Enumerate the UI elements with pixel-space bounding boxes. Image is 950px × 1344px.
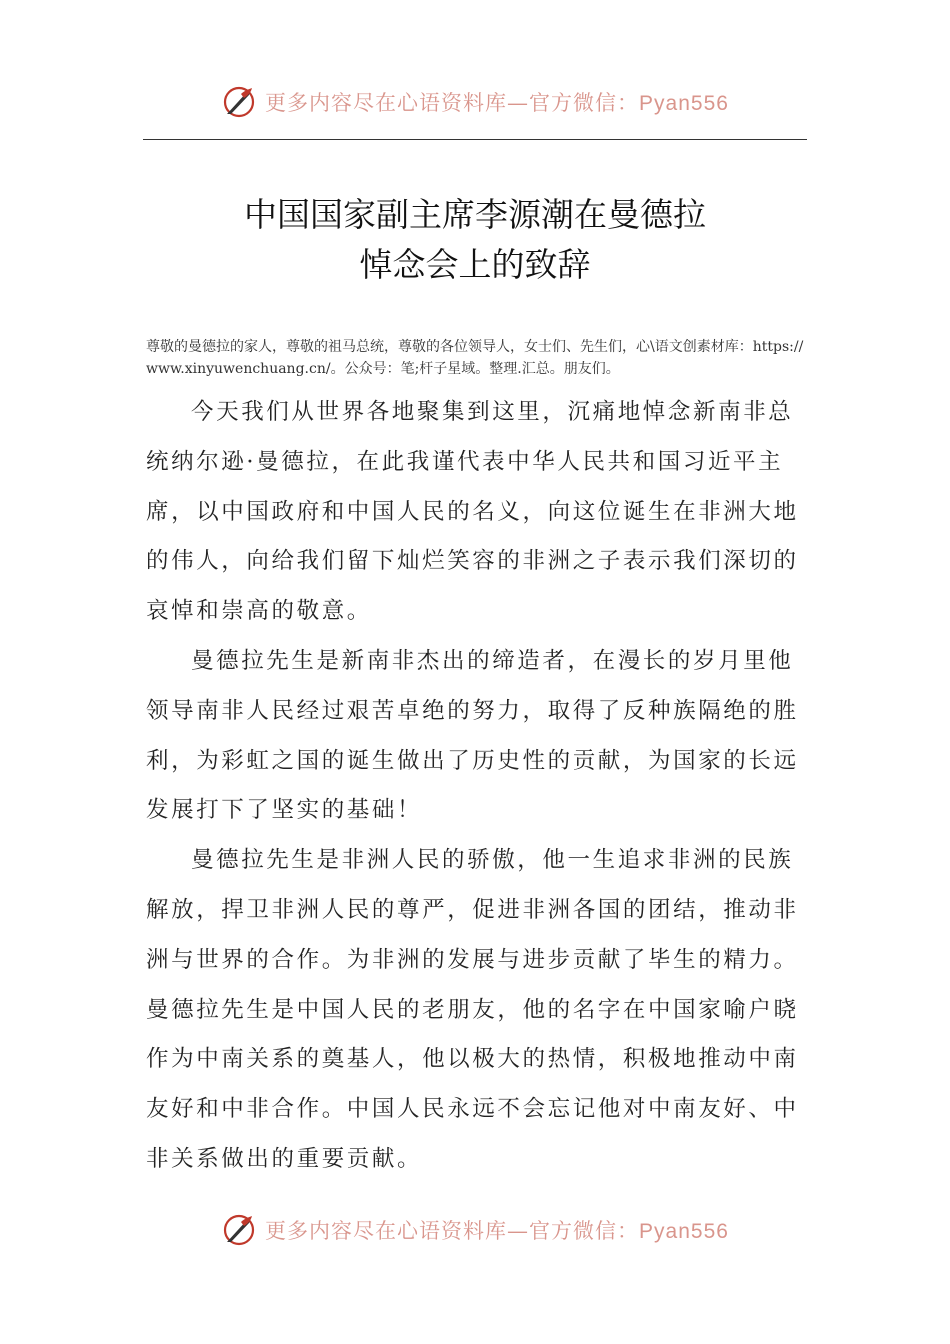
paragraph-4: 曼德拉先生是中国人民的老朋友，他的名字在中国家喻户晓作为中南关系的奠基人，他以极大的热情，积极地推动中南友好和中非合作。中国人民永远不会忘记他对中南友好、中非关系做出的重要贡献。 <box>146 996 799 1172</box>
footer-banner <box>0 1210 950 1250</box>
document-title <box>0 190 950 290</box>
title-line-1: 中国国家副主席李源潮在曼德拉 <box>244 195 706 234</box>
header-banner-text: 更多内容尽在心语资料库—官方微信：Pyan556 <box>265 91 729 115</box>
title-line-2: 悼念会上的致辞 <box>359 245 591 284</box>
header-banner <box>0 82 950 122</box>
paragraph-3: 曼德拉先生是非洲人民的骄傲，他一生追求非洲的民族解放，捍卫非洲人民的尊严，促进非洲各国的团结，推动非洲与世界的合作。为非洲的发展与进步贡献了毕生的精力。 <box>146 847 799 973</box>
quill-pen-logo-icon <box>221 1212 257 1248</box>
footer-wechat-id: Pyan556 <box>639 1220 729 1243</box>
header-divider <box>143 139 807 140</box>
quill-pen-logo-icon <box>221 84 257 120</box>
salutation-text: 尊敬的曼德拉的家人，尊敬的祖马总统，尊敬的各位领导人，女士们、先生们，心\语文创素材库：https://www.xinyuwenchuang.cn/。公众号：笔;杆子星域。整理.汇总。朋友们。 <box>146 339 804 377</box>
paragraph-1: 今天我们从世界各地聚集到这里，沉痛地悼念新南非总统纳尔逊·曼德拉，在此我谨代表中华人民共和国习近平主席，以中国政府和中国人民的名义，向这位诞生在非洲大地的伟人，向给我们留下灿烂笑容的非洲之子表示我们深切的哀悼和崇高的敬意。 <box>146 399 799 625</box>
header-wechat-id: Pyan556 <box>639 92 729 115</box>
paragraph-2: 曼德拉先生是新南非杰出的缔造者，在漫长的岁月里他领导南非人民经过艰苦卓绝的努力，取得了反种族隔绝的胜利，为彩虹之国的诞生做出了历史性的贡献，为国家的长远发展打下了坚实的基础！ <box>146 647 799 824</box>
document-body <box>146 388 810 1185</box>
footer-banner-text: 更多内容尽在心语资料库—官方微信：Pyan556 <box>265 1219 729 1243</box>
